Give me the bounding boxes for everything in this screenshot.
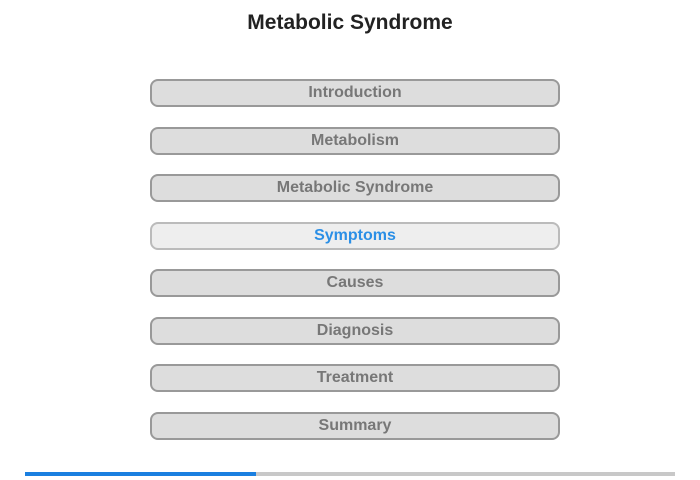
menu-item-metabolic-syndrome[interactable]: Metabolic Syndrome: [150, 174, 560, 202]
topic-menu: [150, 79, 560, 459]
menu-item-introduction[interactable]: Introduction: [150, 79, 560, 107]
menu-item-treatment[interactable]: Treatment: [150, 364, 560, 392]
page-title: Metabolic Syndrome: [247, 11, 453, 34]
menu-item-diagnosis[interactable]: Diagnosis: [150, 317, 560, 345]
progress-bar-fill: [25, 472, 256, 476]
progress-bar: [25, 472, 675, 476]
menu-item-summary[interactable]: Summary: [150, 412, 560, 440]
menu-item-metabolism[interactable]: Metabolism: [150, 127, 560, 155]
menu-item-causes[interactable]: Causes: [150, 269, 560, 297]
menu-item-symptoms[interactable]: Symptoms: [150, 222, 560, 250]
